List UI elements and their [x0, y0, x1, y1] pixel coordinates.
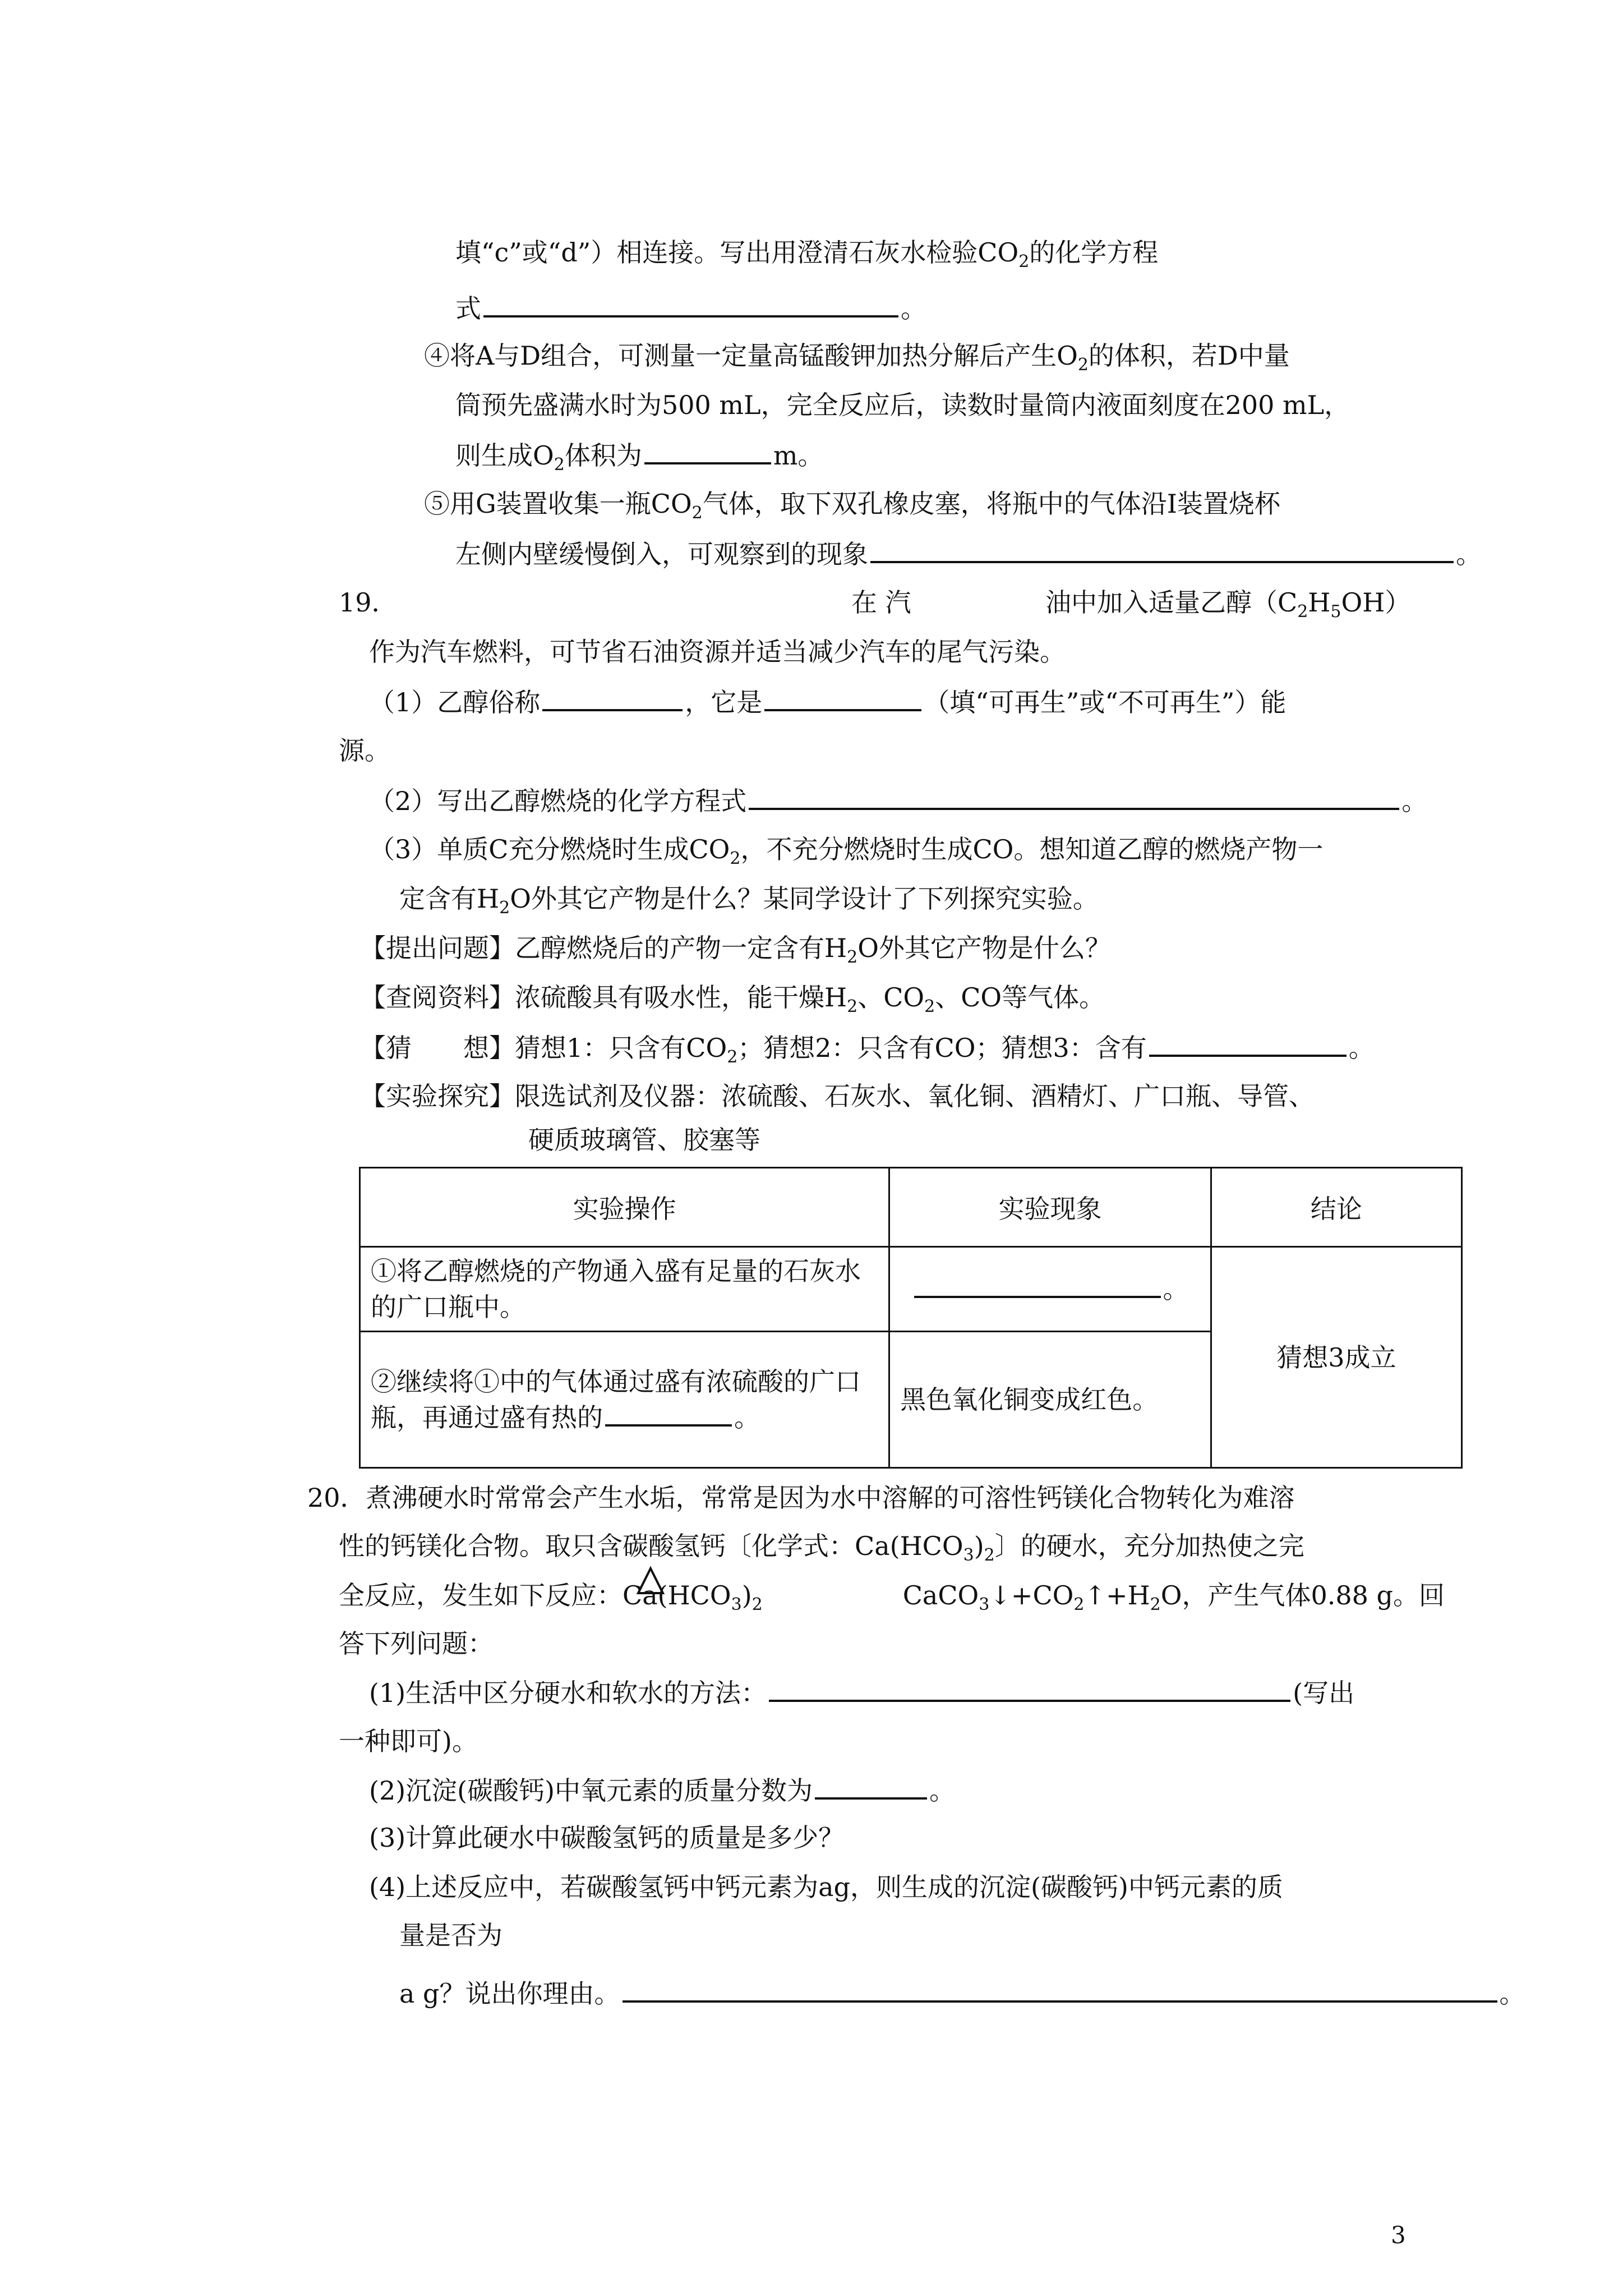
subscript: 3 [963, 1545, 974, 1565]
answer-blank[interactable] [870, 536, 1454, 563]
subscript: 2 [1077, 355, 1089, 375]
q18-line-1 [455, 236, 1158, 279]
subscript: 3 [979, 1595, 990, 1614]
experiment-table [359, 1167, 1463, 1469]
text: 。 [929, 1775, 956, 1806]
row2-phenomenon [889, 1332, 1211, 1468]
text: 、CO [857, 982, 925, 1013]
text: 定含有H [399, 884, 500, 914]
text: O外其它产物是什么？ [857, 933, 1111, 963]
subscript: 2 [924, 997, 935, 1016]
q20-part2 [369, 1773, 955, 1807]
text: H [1308, 587, 1331, 618]
q20-part1 [369, 1675, 1354, 1710]
text: 19． [339, 587, 398, 618]
subscript: 2 [1297, 602, 1308, 622]
answer-blank[interactable] [815, 1773, 927, 1800]
text: 的化学方程 [1029, 237, 1159, 268]
q18-line-2 [455, 291, 926, 325]
answer-blank[interactable] [769, 1675, 1290, 1702]
q20-line-3 [339, 1579, 1445, 1622]
text: O外其它产物是什么？某同学设计了下列探究实验。 [510, 884, 1099, 914]
text: 【实验探究】限选试剂及仪器：浓硫酸、石灰水、氧化铜、酒精灯、广口瓶、导管、 [360, 1081, 1315, 1111]
q19-part1 [369, 684, 1286, 719]
text: ④将A与D组合，可测量一定量高锰酸钾加热分解后产生O [424, 341, 1078, 371]
text: 〕的硬水，充分加热使之完 [994, 1531, 1304, 1561]
table-header-row [360, 1168, 1462, 1247]
answer-blank[interactable] [749, 783, 1399, 810]
text: ↓+CO [989, 1580, 1074, 1611]
text: OH） [1341, 587, 1411, 618]
page-number: 3 [1391, 2221, 1406, 2249]
q20-line-4 [339, 1627, 494, 1660]
subscript: 2 [730, 849, 741, 868]
text: 量是否为 [399, 1920, 502, 1950]
answer-blank[interactable] [914, 1271, 1161, 1298]
answer-blank[interactable] [644, 438, 771, 464]
text: 。 [901, 293, 926, 324]
text: ②继续将①中的气体通过盛有浓硫酸的广口瓶，再通过盛有热的 [371, 1366, 861, 1433]
subscript: 2 [1150, 1595, 1161, 1614]
text: 。 [1456, 539, 1482, 569]
answer-blank[interactable] [605, 1400, 732, 1427]
subscript: 2 [554, 455, 565, 475]
subscript: 2 [1073, 1595, 1085, 1614]
text: (写出 [1293, 1678, 1355, 1708]
answer-blank[interactable] [764, 684, 921, 711]
text: ，它是 [685, 687, 763, 717]
text: 式 [455, 293, 481, 324]
row2-operation [360, 1332, 889, 1468]
text: 【查阅资料】浓硫酸具有吸水性，能干燥H [360, 982, 847, 1013]
text: 全反应，发生如下反应：Ca(HCO [339, 1580, 731, 1611]
text: 。 [1499, 1978, 1525, 2009]
text: 猜想3成立 [1276, 1342, 1396, 1373]
row1-phenomenon [889, 1247, 1211, 1332]
text: 作为汽车燃料，可节省石油资源并适当减少汽车的尾气污染。 [369, 637, 1066, 667]
text: ；猜想2：只含有CO；猜想3：含有 [737, 1033, 1147, 1063]
text: (2)沉淀(碳酸钙)中氧元素的质量分数为 [369, 1775, 813, 1806]
text: （2）写出乙醇燃烧的化学方程式 [369, 786, 747, 816]
text: 体积为 [564, 440, 642, 471]
q19-question [360, 931, 1111, 974]
q18-4-line-2 [455, 388, 1350, 422]
text: 。 [734, 1402, 760, 1433]
text: a g？说出你理由。 [399, 1978, 620, 2009]
text: CaCO [902, 1580, 979, 1611]
text: ) [741, 1580, 752, 1611]
text: 填“c”或“d”）相连接。写出用澄清石灰水检验CO [455, 237, 1019, 268]
text: (1)生活中区分硬水和软水的方法： [369, 1678, 767, 1708]
text: ①将乙醇燃烧的产物通入盛有足量的石灰水的广口瓶中。 [371, 1256, 861, 1322]
answer-blank[interactable] [542, 684, 683, 711]
text: O，产生气体0.88 g。回 [1160, 1580, 1445, 1611]
text: 、CO等气体。 [935, 982, 1105, 1013]
q19-part3 [369, 832, 1323, 876]
q20-line-2 [339, 1529, 1304, 1572]
subscript: 3 [731, 1595, 742, 1614]
text: ⑤用G装置收集一瓶CO [424, 489, 692, 519]
text: 黑色氧化铜变成红色。 [900, 1384, 1159, 1415]
text: 则生成O [455, 440, 554, 471]
q19-number [339, 586, 398, 619]
text: 筒预先盛满水时为500 mL，完全反应后，读数时量筒内液面刻度在200 mL， [455, 390, 1350, 420]
text: （填“可再生”或“不可再生”）能 [924, 687, 1287, 717]
text: 【提出问题】乙醇燃烧后的产物一定含有H [360, 933, 847, 963]
q18-5-line-2 [455, 536, 1482, 571]
text: 的体积，若D中量 [1088, 341, 1290, 371]
text: 左侧内壁缓慢倒入，可观察到的现象 [455, 539, 868, 569]
text: 在 汽 [851, 587, 911, 618]
subscript: 5 [1330, 602, 1341, 622]
text: m。 [773, 440, 824, 471]
q18-4-line-1 [424, 339, 1290, 382]
text: 20．煮沸硬水时常常会产生水垢，常常是因为水中溶解的可溶性钙镁化合物转化为难溶 [307, 1483, 1295, 1513]
q19-part2 [369, 783, 1427, 818]
text: ，不充分燃烧时生成CO。想知道乙醇的燃烧产物一 [740, 834, 1324, 864]
text: 【猜 想】猜想1：只含有CO [360, 1033, 727, 1063]
subscript: 2 [499, 898, 510, 918]
q19-part1-end [339, 734, 390, 767]
row1-operation [360, 1247, 889, 1332]
text: 性的钙镁化合物。取只含碳酸氢钙〔化学式：Ca(HCO [339, 1531, 963, 1561]
subscript: 2 [984, 1545, 995, 1565]
text: 。 [1163, 1274, 1189, 1304]
text: 气体，取下双孔橡皮塞，将瓶中的气体沿I装置烧杯 [702, 489, 1280, 519]
text: ↑+H [1084, 1580, 1150, 1611]
subscript: 2 [847, 997, 858, 1016]
q19-part3-2 [399, 882, 1099, 925]
text: 。 [1348, 1033, 1375, 1063]
text: （1）乙醇俗称 [369, 687, 541, 717]
text: （3）单质C充分燃烧时生成CO [369, 834, 730, 864]
q20-part4-2 [399, 1918, 502, 1952]
q19-experiment-2 [528, 1123, 760, 1157]
answer-blank[interactable] [623, 1976, 1497, 2003]
text: 。 [1401, 786, 1428, 816]
answer-blank[interactable] [1149, 1030, 1347, 1057]
text: ) [974, 1531, 984, 1561]
q19-intro-2 [369, 635, 1066, 669]
text: 答下列问题： [339, 1628, 494, 1659]
text: 油中加入适量乙醇（C [1045, 587, 1298, 618]
q19-intro-a [851, 586, 911, 619]
header-phenomenon: 实验现象 [889, 1168, 1211, 1247]
q20-part3 [369, 1821, 844, 1855]
q19-experiment [360, 1079, 1315, 1113]
table-row [360, 1247, 1462, 1332]
subscript: 2 [847, 947, 858, 967]
text: 一种即可)。 [339, 1726, 478, 1756]
q19-hypothesis [360, 1030, 1375, 1074]
q20-part4-3 [399, 1976, 1525, 2010]
text: 硬质玻璃管、胶塞等 [528, 1125, 760, 1155]
q19-references [360, 981, 1105, 1024]
q18-5-line-1 [424, 487, 1280, 530]
header-operation: 实验操作 [360, 1168, 889, 1247]
text: (4)上述反应中，若碳酸氢钙中钙元素为ag，则生成的沉淀(碳酸钙)中钙元素的质 [369, 1872, 1283, 1902]
subscript: 2 [1018, 252, 1030, 272]
q20-line-1 [307, 1481, 1295, 1515]
subscript: 2 [751, 1595, 763, 1614]
subscript: 2 [727, 1047, 738, 1067]
text: (3)计算此硬水中碳酸氢钙的质量是多少？ [369, 1823, 845, 1853]
text: 源。 [339, 735, 390, 766]
subscript: 2 [691, 503, 703, 523]
q18-4-line-3 [455, 438, 823, 482]
q20-part1-end [339, 1724, 478, 1758]
answer-blank[interactable] [483, 291, 898, 318]
conclusion-cell [1211, 1247, 1461, 1468]
q20-part4 [369, 1870, 1283, 1904]
header-conclusion: 结论 [1211, 1168, 1461, 1247]
q19-intro-b [1045, 586, 1410, 629]
